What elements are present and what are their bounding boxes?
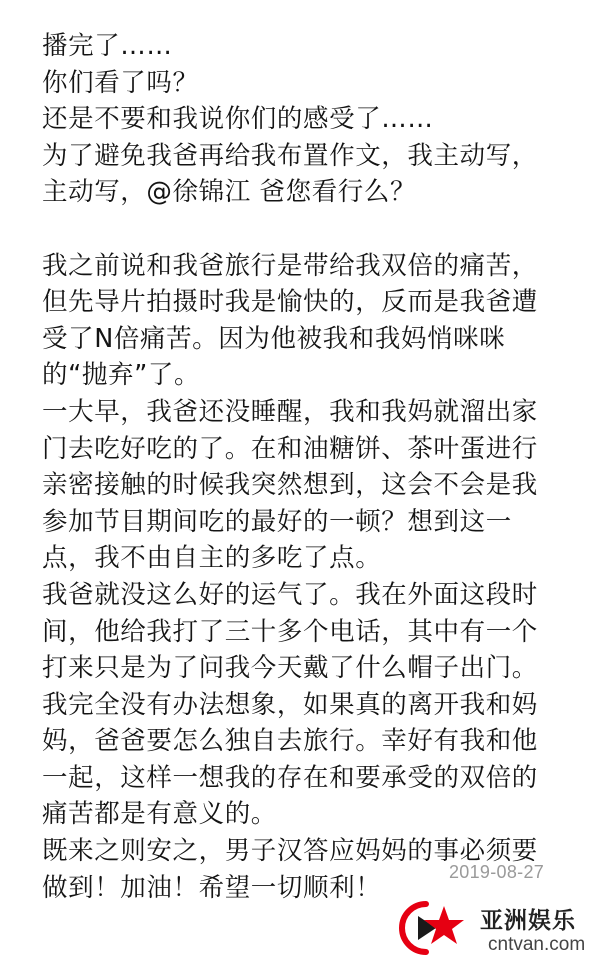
post-line: 你们看了吗？ (42, 67, 199, 98)
post-line: 痛苦都是有意义的。 (42, 799, 277, 830)
post-line: 打来只是为了问我今天戴了什么帽子出门。 (42, 653, 538, 684)
post-line: 受了N倍痛苦。因为他被我和我妈悄咪咪 (42, 323, 506, 354)
post-line: 门去吃好吃的了。在和油糖饼、茶叶蛋进行 (42, 433, 538, 464)
post-line: 我爸就没这么好的运气了。我在外面这段时 (42, 579, 538, 610)
post-line: 一大早，我爸还没睡醒，我和我妈就溜出家 (42, 396, 538, 427)
post-paragraph-1 (42, 28, 572, 211)
watermark-name: 亚洲娱乐 (480, 908, 576, 934)
post-line: 的“抛弃”了。 (42, 360, 201, 391)
post-line: 播完了…… (42, 31, 173, 61)
post-line: 一起，这样一想我的存在和要承受的双倍的 (42, 762, 538, 793)
post-line: 亲密接触的时候我突然想到，这会不会是我 (42, 470, 538, 501)
post-line: 主动写，@徐锦江 爸您看行么？ (42, 177, 417, 208)
post-line: 参加节目期间吃的最好的一顿？想到这一 (42, 506, 512, 537)
red-play-star-logo-icon (396, 900, 468, 958)
post-line: 做到！加油！希望一切顺利！ (42, 872, 382, 903)
post-line: 我完全没有办法想象，如果真的离开我和妈 (42, 689, 538, 720)
site-watermark (396, 898, 596, 960)
watermark-url: cntvan.com (488, 934, 586, 955)
post-line: 间，他给我打了三十多个电话，其中有一个 (42, 616, 538, 647)
post-line: 妈，爸爸要怎么独自去旅行。幸好有我和他 (42, 726, 538, 757)
post-line: 既来之则安之，男子汉答应妈妈的事必须要 (42, 836, 538, 867)
post-body (42, 28, 572, 906)
post-line: 还是不要和我说你们的感受了…… (42, 104, 434, 135)
post-line: 我之前说和我爸旅行是带给我双倍的痛苦， (42, 250, 538, 281)
paragraph-gap (42, 211, 572, 248)
post-line: 为了避免我爸再给我布置作文，我主动写， (42, 140, 538, 171)
post-date: 2019-08-27 (449, 862, 545, 882)
post-paragraph-2 (42, 248, 572, 907)
post-line: 点，我不由自主的多吃了点。 (42, 543, 382, 574)
post-line: 但先导片拍摄时我是愉快的，反而是我爸遭 (42, 287, 538, 318)
